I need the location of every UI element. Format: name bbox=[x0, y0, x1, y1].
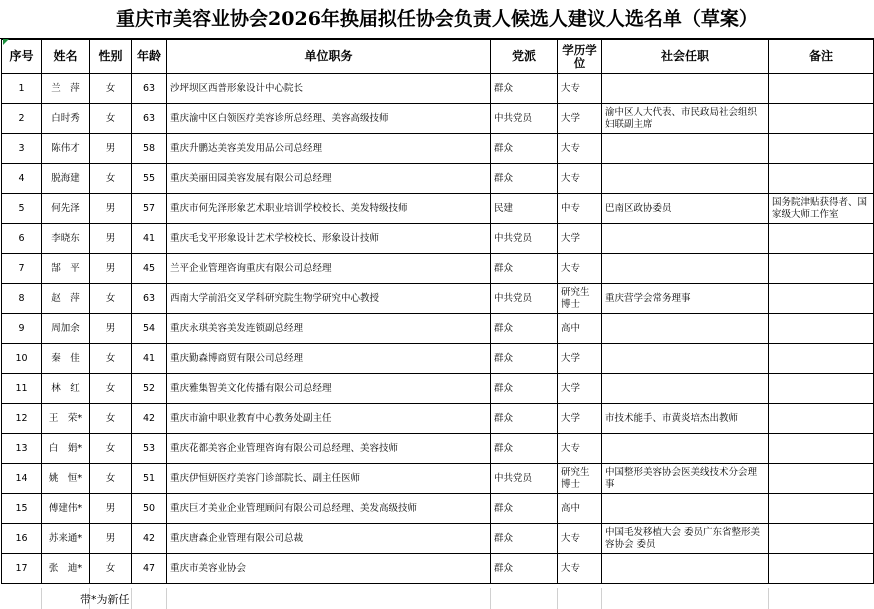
table-row bbox=[2, 74, 874, 104]
cell-edu[interactable]: 大专 bbox=[558, 74, 602, 104]
cell-no[interactable]: 11 bbox=[2, 374, 42, 404]
header-party[interactable]: 党派 bbox=[491, 40, 558, 74]
cell-name[interactable]: 白时秀 bbox=[42, 104, 90, 134]
cell-party[interactable]: 群众 bbox=[491, 494, 558, 524]
cell-party[interactable]: 群众 bbox=[491, 524, 558, 554]
cell-social[interactable]: 巴南区政协委员 bbox=[602, 194, 769, 224]
table-row bbox=[2, 524, 874, 554]
cell-name[interactable]: 张 迪* bbox=[42, 554, 90, 584]
cell-remark[interactable] bbox=[769, 134, 874, 164]
cell-org[interactable]: 重庆伊恒妍医疗美容门诊部院长、副主任医师 bbox=[167, 464, 491, 494]
cell-party[interactable]: 群众 bbox=[491, 554, 558, 584]
table-row bbox=[2, 374, 874, 404]
table-row bbox=[2, 224, 874, 254]
cell-name[interactable]: 兰 萍 bbox=[42, 74, 90, 104]
cell-age[interactable]: 52 bbox=[132, 374, 167, 404]
cell-party[interactable]: 群众 bbox=[491, 434, 558, 464]
cell-edu[interactable]: 大专 bbox=[558, 524, 602, 554]
cell-social[interactable] bbox=[602, 134, 769, 164]
cell-gender[interactable]: 女 bbox=[90, 434, 132, 464]
cell-age[interactable]: 55 bbox=[132, 164, 167, 194]
cell-no[interactable]: 1 bbox=[2, 74, 42, 104]
cell-social[interactable] bbox=[602, 344, 769, 374]
cell-party[interactable]: 群众 bbox=[491, 374, 558, 404]
cell-age[interactable]: 45 bbox=[132, 254, 167, 284]
cell-gender[interactable]: 女 bbox=[90, 284, 132, 314]
table-row bbox=[2, 494, 874, 524]
header-name[interactable]: 姓名 bbox=[42, 40, 90, 74]
cell-gender[interactable]: 女 bbox=[90, 74, 132, 104]
cell-remark[interactable] bbox=[769, 314, 874, 344]
cell-gender[interactable]: 女 bbox=[90, 404, 132, 434]
cell-gender[interactable]: 女 bbox=[90, 554, 132, 584]
cell-remark[interactable] bbox=[769, 494, 874, 524]
cell-name[interactable]: 脱海建 bbox=[42, 164, 90, 194]
table-row bbox=[2, 194, 874, 224]
cell-gender[interactable]: 男 bbox=[90, 194, 132, 224]
cell-name[interactable]: 秦 佳 bbox=[42, 344, 90, 374]
table-row bbox=[2, 434, 874, 464]
cell-age[interactable]: 63 bbox=[132, 284, 167, 314]
cell-age[interactable]: 57 bbox=[132, 194, 167, 224]
cell-org[interactable]: 重庆雅集智美文化传播有限公司总经理 bbox=[167, 374, 491, 404]
cell-org[interactable]: 重庆美丽田园美容发展有限公司总经理 bbox=[167, 164, 491, 194]
cell-no[interactable]: 17 bbox=[2, 554, 42, 584]
cell-gender[interactable]: 男 bbox=[90, 314, 132, 344]
table-row bbox=[2, 134, 874, 164]
cell-no[interactable]: 15 bbox=[2, 494, 42, 524]
cell-org[interactable]: 重庆永琪美容美发连锁副总经理 bbox=[167, 314, 491, 344]
cell-party[interactable]: 群众 bbox=[491, 404, 558, 434]
cell-party[interactable]: 群众 bbox=[491, 254, 558, 284]
cell-name[interactable]: 傅建伟* bbox=[42, 494, 90, 524]
cell-social[interactable] bbox=[602, 554, 769, 584]
header-org[interactable]: 单位职务 bbox=[167, 40, 491, 74]
cell-edu[interactable]: 高中 bbox=[558, 314, 602, 344]
cell-no[interactable]: 13 bbox=[2, 434, 42, 464]
cell-no[interactable]: 10 bbox=[2, 344, 42, 374]
cell-social[interactable] bbox=[602, 254, 769, 284]
footer-note[interactable]: 带*为新任 bbox=[80, 593, 130, 606]
cell-org[interactable]: 西南大学前沿交叉学科研究院生物学研究中心教授 bbox=[167, 284, 491, 314]
cell-social[interactable]: 中国毛发移植大会 委员广东省整形美容协会 委员 bbox=[602, 524, 769, 554]
cell-age[interactable]: 42 bbox=[132, 404, 167, 434]
cell-org[interactable]: 重庆渝中区白领医疗美容诊所总经理、美容高级技师 bbox=[167, 104, 491, 134]
cell-age[interactable]: 41 bbox=[132, 224, 167, 254]
cell-age[interactable]: 51 bbox=[132, 464, 167, 494]
cell-party[interactable]: 群众 bbox=[491, 164, 558, 194]
cell-name[interactable]: 何先泽 bbox=[42, 194, 90, 224]
empty-grid bbox=[0, 588, 874, 609]
cell-no[interactable]: 9 bbox=[2, 314, 42, 344]
cell-edu[interactable]: 中专 bbox=[558, 194, 602, 224]
table-row bbox=[2, 284, 874, 314]
cell-party[interactable]: 群众 bbox=[491, 314, 558, 344]
cell-edu[interactable]: 大专 bbox=[558, 164, 602, 194]
cell-org[interactable]: 重庆毛戈平形象设计艺术学校校长、形象设计技师 bbox=[167, 224, 491, 254]
cell-party[interactable]: 中共党员 bbox=[491, 104, 558, 134]
cell-edu[interactable]: 高中 bbox=[558, 494, 602, 524]
page-title: 重庆市美容业协会2026年换届拟任协会负责人候选人建议人选名单（草案） bbox=[0, 0, 874, 39]
header-edu[interactable]: 学历学位 bbox=[558, 40, 602, 74]
cell-party[interactable]: 中共党员 bbox=[491, 284, 558, 314]
cell-no[interactable]: 3 bbox=[2, 134, 42, 164]
cell-edu[interactable]: 研究生博士 bbox=[558, 284, 602, 314]
cell-no[interactable]: 12 bbox=[2, 404, 42, 434]
cell-party[interactable]: 中共党员 bbox=[491, 224, 558, 254]
cell-edu[interactable]: 大学 bbox=[558, 374, 602, 404]
cell-name[interactable]: 赵 萍 bbox=[42, 284, 90, 314]
cell-gender[interactable]: 男 bbox=[90, 254, 132, 284]
cell-gender[interactable]: 男 bbox=[90, 134, 132, 164]
cell-name[interactable]: 陈伟才 bbox=[42, 134, 90, 164]
header-age[interactable]: 年龄 bbox=[132, 40, 167, 74]
header-gender[interactable]: 性别 bbox=[90, 40, 132, 74]
cell-org[interactable]: 重庆勤森博商贸有限公司总经理 bbox=[167, 344, 491, 374]
table-row bbox=[2, 104, 874, 134]
cell-org[interactable]: 兰平企业管理咨询重庆有限公司总经理 bbox=[167, 254, 491, 284]
cell-remark[interactable] bbox=[769, 344, 874, 374]
cell-comment-marker-icon bbox=[3, 39, 9, 45]
cell-edu[interactable]: 大专 bbox=[558, 434, 602, 464]
cell-remark[interactable] bbox=[769, 104, 874, 134]
cell-social[interactable]: 渝中区人大代表、市民政局社会组织妇联副主席 bbox=[602, 104, 769, 134]
cell-remark[interactable] bbox=[769, 74, 874, 104]
cell-social[interactable] bbox=[602, 434, 769, 464]
cell-gender[interactable]: 女 bbox=[90, 344, 132, 374]
cell-age[interactable]: 63 bbox=[132, 74, 167, 104]
cell-remark[interactable] bbox=[769, 164, 874, 194]
cell-party[interactable]: 群众 bbox=[491, 134, 558, 164]
cell-remark[interactable] bbox=[769, 254, 874, 284]
cell-gender[interactable]: 女 bbox=[90, 164, 132, 194]
header-no[interactable]: 序号 bbox=[2, 40, 42, 74]
cell-social[interactable]: 重庆营学会常务理事 bbox=[602, 284, 769, 314]
cell-social[interactable] bbox=[602, 164, 769, 194]
cell-org[interactable]: 重庆巨才美业企业管理顾问有限公司总经理、美发高级技师 bbox=[167, 494, 491, 524]
cell-org[interactable]: 沙坪坝区西普形象设计中心院长 bbox=[167, 74, 491, 104]
cell-name[interactable]: 郜 平 bbox=[42, 254, 90, 284]
table-row bbox=[2, 254, 874, 284]
cell-no[interactable]: 5 bbox=[2, 194, 42, 224]
cell-party[interactable]: 群众 bbox=[491, 344, 558, 374]
cell-gender[interactable]: 男 bbox=[90, 524, 132, 554]
cell-remark[interactable] bbox=[769, 374, 874, 404]
cell-age[interactable]: 50 bbox=[132, 494, 167, 524]
cell-remark[interactable]: 国务院津贴获得者、国家级大师工作室 bbox=[769, 194, 874, 224]
cell-social[interactable]: 中国整形美容协会医美线技术分会理事 bbox=[602, 464, 769, 494]
cell-remark[interactable] bbox=[769, 404, 874, 434]
cell-social[interactable] bbox=[602, 224, 769, 254]
table-row bbox=[2, 344, 874, 374]
cell-no[interactable]: 7 bbox=[2, 254, 42, 284]
cell-gender[interactable]: 女 bbox=[90, 464, 132, 494]
cell-social[interactable] bbox=[602, 374, 769, 404]
cell-no[interactable]: 4 bbox=[2, 164, 42, 194]
cell-name[interactable]: 李晓东 bbox=[42, 224, 90, 254]
table-row bbox=[2, 404, 874, 434]
cell-party[interactable]: 民建 bbox=[491, 194, 558, 224]
header-social[interactable]: 社会任职 bbox=[602, 40, 769, 74]
cell-edu[interactable]: 大专 bbox=[558, 254, 602, 284]
table-row bbox=[2, 314, 874, 344]
cell-social[interactable]: 市技术能手、市黄炎培杰出教师 bbox=[602, 404, 769, 434]
footer-area bbox=[0, 588, 874, 609]
cell-gender[interactable]: 女 bbox=[90, 104, 132, 134]
table-row bbox=[2, 164, 874, 194]
cell-age[interactable]: 58 bbox=[132, 134, 167, 164]
cell-edu[interactable]: 大专 bbox=[558, 134, 602, 164]
cell-org[interactable]: 重庆唐森企业管理有限公司总裁 bbox=[167, 524, 491, 554]
cell-org[interactable]: 重庆花都美容企业管理咨询有限公司总经理、美容技师 bbox=[167, 434, 491, 464]
cell-org[interactable]: 重庆升鹏达美容美发用品公司总经理 bbox=[167, 134, 491, 164]
cell-age[interactable]: 53 bbox=[132, 434, 167, 464]
cell-no[interactable]: 16 bbox=[2, 524, 42, 554]
cell-gender[interactable]: 男 bbox=[90, 224, 132, 254]
candidate-table bbox=[1, 39, 874, 584]
header-remark[interactable]: 备注 bbox=[769, 40, 874, 74]
cell-remark[interactable] bbox=[769, 524, 874, 554]
cell-edu[interactable]: 大学 bbox=[558, 224, 602, 254]
table-row bbox=[2, 464, 874, 494]
cell-remark[interactable] bbox=[769, 284, 874, 314]
cell-name[interactable]: 白 娟* bbox=[42, 434, 90, 464]
cell-edu[interactable]: 大学 bbox=[558, 344, 602, 374]
cell-org[interactable]: 重庆市渝中职业教育中心教务处副主任 bbox=[167, 404, 491, 434]
cell-edu[interactable]: 大学 bbox=[558, 404, 602, 434]
cell-social[interactable] bbox=[602, 314, 769, 344]
cell-edu[interactable]: 大专 bbox=[558, 554, 602, 584]
cell-no[interactable]: 14 bbox=[2, 464, 42, 494]
cell-remark[interactable] bbox=[769, 224, 874, 254]
cell-edu[interactable]: 研究生博士 bbox=[558, 464, 602, 494]
table-header-row bbox=[2, 40, 874, 74]
cell-no[interactable]: 6 bbox=[2, 224, 42, 254]
cell-org[interactable]: 重庆市何先泽形象艺术职业培训学校校长、美发特级技师 bbox=[167, 194, 491, 224]
cell-remark[interactable] bbox=[769, 554, 874, 584]
cell-age[interactable]: 54 bbox=[132, 314, 167, 344]
cell-party[interactable]: 中共党员 bbox=[491, 464, 558, 494]
cell-remark[interactable] bbox=[769, 464, 874, 494]
table-row bbox=[2, 554, 874, 584]
cell-age[interactable]: 47 bbox=[132, 554, 167, 584]
cell-party[interactable]: 群众 bbox=[491, 74, 558, 104]
cell-no[interactable]: 2 bbox=[2, 104, 42, 134]
cell-age[interactable]: 42 bbox=[132, 524, 167, 554]
cell-name[interactable]: 周加余 bbox=[42, 314, 90, 344]
cell-no[interactable]: 8 bbox=[2, 284, 42, 314]
cell-edu[interactable]: 大学 bbox=[558, 104, 602, 134]
cell-social[interactable] bbox=[602, 74, 769, 104]
cell-name[interactable]: 苏来通* bbox=[42, 524, 90, 554]
cell-org[interactable]: 重庆市美容业协会 bbox=[167, 554, 491, 584]
cell-gender[interactable]: 女 bbox=[90, 374, 132, 404]
cell-name[interactable]: 王 荣* bbox=[42, 404, 90, 434]
cell-name[interactable]: 姚 恒* bbox=[42, 464, 90, 494]
cell-name[interactable]: 林 红 bbox=[42, 374, 90, 404]
cell-age[interactable]: 41 bbox=[132, 344, 167, 374]
cell-social[interactable] bbox=[602, 494, 769, 524]
cell-remark[interactable] bbox=[769, 434, 874, 464]
cell-age[interactable]: 63 bbox=[132, 104, 167, 134]
cell-gender[interactable]: 男 bbox=[90, 494, 132, 524]
